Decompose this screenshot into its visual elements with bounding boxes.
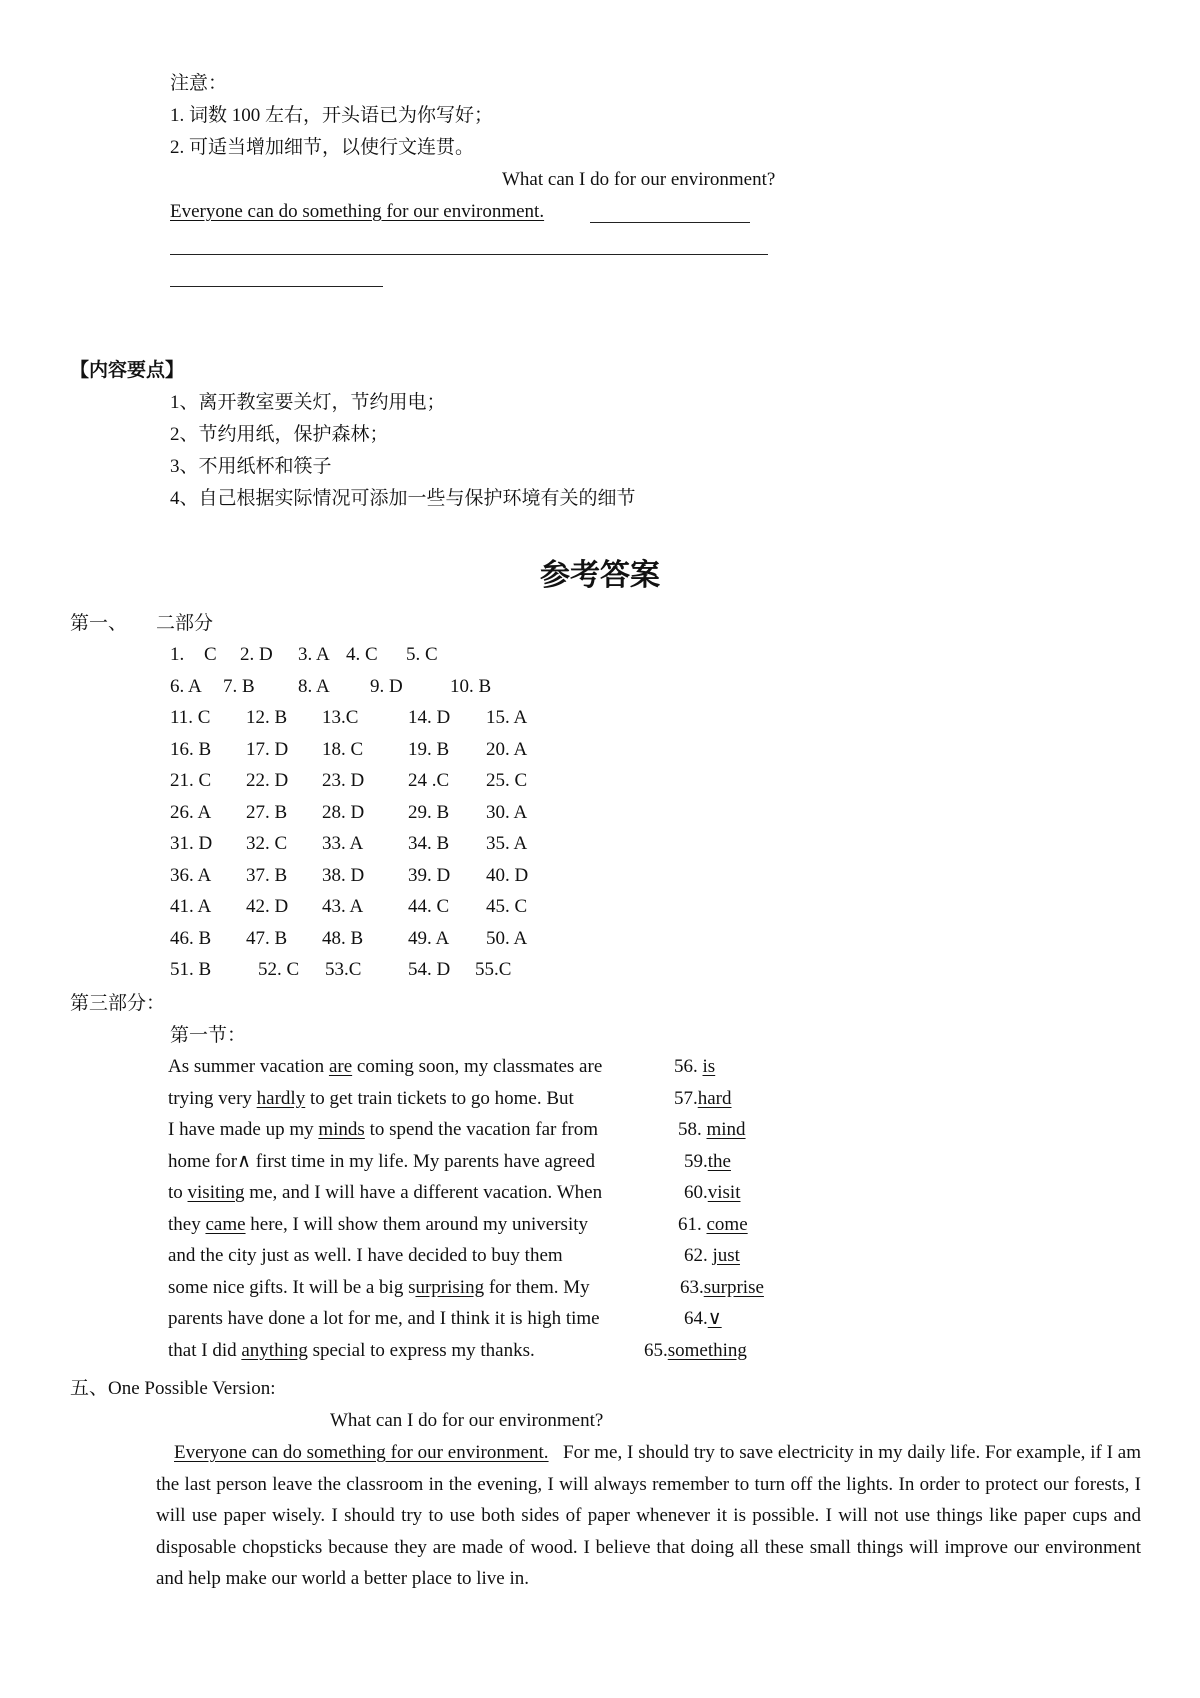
passage-text: trying very	[168, 1087, 257, 1109]
correction-word: is	[702, 1056, 716, 1077]
correction	[678, 1118, 746, 1142]
key-points-heading: 【内容要点】	[70, 360, 185, 381]
answer-cell: 51. B	[170, 959, 212, 980]
correction-word: something	[667, 1339, 747, 1361]
part12-heading-b: 二部分	[156, 613, 214, 634]
answer-cell: 12. B	[246, 707, 288, 728]
notice-heading: 注意：	[170, 73, 228, 94]
passage-text: coming soon, my classmates are	[352, 1056, 603, 1077]
error-word: came	[205, 1213, 246, 1235]
answer-cell: 47. B	[246, 927, 288, 949]
model-essay	[156, 1437, 1141, 1595]
essay-title: What can I do for our environment?	[502, 169, 776, 190]
answer-cell: 54. D	[408, 959, 451, 980]
answer-cell: 10. B	[450, 675, 492, 697]
passage-text: some nice gifts. It will be a big s	[168, 1276, 416, 1298]
correction	[684, 1181, 740, 1205]
answer-cell: 42. D	[246, 896, 289, 917]
blank-line	[170, 286, 383, 287]
answer-cell: 55.C	[475, 959, 512, 980]
blank-line	[170, 254, 768, 255]
answer-cell: 32. C	[246, 833, 288, 854]
correction	[678, 1213, 748, 1237]
correction	[684, 1307, 722, 1331]
correction-number: 61.	[678, 1213, 707, 1235]
answer-cell: 31. D	[170, 833, 213, 854]
answer-cell: 35. A	[486, 833, 528, 854]
answer-cell: 9. D	[370, 675, 403, 697]
answer-cell: 5. C	[406, 644, 438, 665]
key-point: 2、节约用纸，保护森林；	[170, 424, 389, 445]
answer-cell: 43. A	[322, 896, 364, 917]
correction-number: 59.	[684, 1150, 708, 1172]
passage-text: to spend the vacation far from	[364, 1119, 599, 1140]
passage-line	[168, 1150, 595, 1174]
answer-cell: 53.C	[325, 959, 362, 980]
part5-heading: 五、One Possible Version:	[70, 1378, 276, 1399]
answer-cell: 21. C	[170, 770, 212, 791]
passage-text: to get train tickets to go home. But	[305, 1087, 574, 1109]
correction-word: the	[707, 1150, 731, 1172]
model-essay-body: For me, I should try to save electricity in my daily life. For example, if I am the last person leave the classroom in the evening, I will always remember to turn off the lights. In order to protect our forests, I will use paper wisely. I should try to use both sides of paper whenever it is possible. I will not use things like paper cups and disposable chopsticks because they are made of wood. I believe that doing all these small things will improve our environment and help make our world a better place to live in.	[156, 1442, 1142, 1589]
answer-cell: 29. B	[408, 801, 450, 823]
answer-cell: 39. D	[408, 864, 451, 886]
answer-cell: 13.C	[322, 707, 359, 728]
passage-text: and the city just as well. I have decided to buy them	[168, 1245, 563, 1266]
answer-cell: 48. B	[322, 927, 364, 949]
answer-cell: 15. A	[486, 707, 528, 728]
part3-heading: 第三部分：	[70, 993, 166, 1014]
passage-text: I have made up my	[168, 1119, 319, 1140]
passage-line	[168, 1307, 600, 1331]
passage-text: me, and I will have a different vacation. When	[244, 1182, 603, 1203]
passage-line	[168, 1055, 602, 1079]
answer-cell: 24 .C	[408, 770, 450, 791]
answer-cell: 44. C	[408, 896, 450, 917]
answer-cell: 40. D	[486, 864, 529, 886]
passage-text: home for∧ first time in my life. My parents have agreed	[168, 1150, 596, 1172]
notice-item-2: 2. 可适当增加细节，以使行文连贯。	[170, 137, 475, 158]
passage-text: to	[168, 1182, 188, 1203]
correction	[680, 1276, 764, 1300]
passage-line	[168, 1339, 535, 1363]
answer-cell: 14. D	[408, 707, 451, 728]
key-point: 1、离开教室要关灯，节约用电；	[170, 392, 446, 413]
passage-text: parents have done a lot for me, and I think it is high time	[168, 1308, 600, 1329]
answer-cell: 50. A	[486, 927, 528, 949]
answer-cell: 52. C	[258, 959, 300, 980]
passage-line	[168, 1118, 598, 1142]
passage-line	[168, 1213, 588, 1237]
answers-title: 参考答案	[540, 559, 660, 592]
correction	[674, 1055, 715, 1079]
correction-word: ∨	[707, 1308, 722, 1329]
correction-word: come	[706, 1213, 748, 1235]
blank-line	[590, 222, 750, 223]
answer-cell: 49. A	[408, 927, 450, 949]
error-word: anything	[241, 1339, 308, 1361]
key-point: 4、自己根据实际情况可添加一些与保护环境有关的细节	[170, 488, 636, 509]
part3-section: 第一节：	[170, 1025, 247, 1046]
answer-cell: 3. A	[298, 644, 330, 665]
correction-word: just	[712, 1245, 740, 1266]
passage-text: for them. My	[484, 1276, 590, 1298]
passage-text: As summer vacation	[168, 1056, 329, 1077]
answer-cell: 45. C	[486, 896, 528, 917]
correction-number: 56.	[674, 1056, 703, 1077]
correction-number: 60.	[684, 1182, 708, 1203]
error-word: hardly	[256, 1087, 306, 1109]
passage-text: here, I will show them around my university	[245, 1213, 589, 1235]
answer-cell: 19. B	[408, 738, 450, 760]
answer-cell: 7. B	[223, 675, 255, 697]
correction-number: 58.	[678, 1119, 707, 1140]
answer-cell: 25. C	[486, 770, 528, 791]
correction-number: 57.	[674, 1087, 698, 1109]
answer-cell: 38. D	[322, 864, 365, 886]
error-word: minds	[318, 1119, 365, 1140]
model-essay-opening: Everyone can do something for our environment.	[174, 1442, 549, 1463]
answer-cell: 8. A	[298, 675, 330, 697]
correction-number: 64.	[684, 1308, 708, 1329]
answer-cell: 36. A	[170, 864, 212, 886]
part12-heading-a: 第一、	[70, 613, 128, 634]
answer-cell: 16. B	[170, 738, 212, 760]
notice-item-1: 1. 词数 100 左右，开头语已为你写好；	[170, 105, 494, 126]
answer-cell: 37. B	[246, 864, 288, 886]
passage-text: special to express my thanks.	[307, 1339, 535, 1361]
correction-number: 62.	[684, 1245, 713, 1266]
part5-title: What can I do for our environment?	[330, 1410, 604, 1431]
passage-line	[168, 1276, 590, 1300]
answer-cell: 27. B	[246, 801, 288, 823]
answer-cell: 1.	[170, 644, 185, 665]
answer-cell: 28. D	[322, 801, 365, 823]
passage-line	[168, 1181, 602, 1205]
answer-cell: 23. D	[322, 770, 365, 791]
answer-cell: 22. D	[246, 770, 289, 791]
answer-cell: 11. C	[170, 707, 211, 728]
correction-word: hard	[697, 1087, 732, 1109]
answer-cell: 6. A	[170, 675, 202, 697]
error-word: urprising	[415, 1276, 485, 1298]
essay-opening: Everyone can do something for our environment.	[170, 201, 545, 222]
answer-cell: 18. C	[322, 738, 364, 760]
correction	[684, 1244, 740, 1268]
correction	[644, 1339, 747, 1363]
answer-cell: 2. D	[240, 644, 273, 665]
correction	[684, 1150, 731, 1174]
answer-cell: 33. A	[322, 833, 364, 854]
answer-cell: 26. A	[170, 801, 212, 823]
correction-word: mind	[706, 1119, 746, 1140]
key-point: 3、不用纸杯和筷子	[170, 456, 332, 477]
answer-cell: C	[204, 644, 217, 665]
passage-line	[168, 1087, 574, 1111]
correction-number: 63.	[680, 1276, 704, 1298]
answer-cell: 17. D	[246, 738, 289, 760]
answer-cell: 30. A	[486, 801, 528, 823]
error-word: are	[328, 1056, 353, 1077]
answer-cell: 46. B	[170, 927, 212, 949]
answer-cell: 20. A	[486, 738, 528, 760]
answer-cell: 34. B	[408, 833, 450, 854]
passage-line	[168, 1244, 563, 1268]
passage-text: they	[168, 1213, 206, 1235]
correction-word: surprise	[703, 1276, 764, 1298]
correction-number: 65.	[644, 1339, 668, 1361]
passage-text: that I did	[168, 1339, 242, 1361]
error-word: visiting	[187, 1182, 245, 1203]
answer-cell: 41. A	[170, 896, 212, 917]
correction	[674, 1087, 732, 1111]
correction-word: visit	[707, 1182, 741, 1203]
answer-cell: 4. C	[346, 644, 378, 665]
